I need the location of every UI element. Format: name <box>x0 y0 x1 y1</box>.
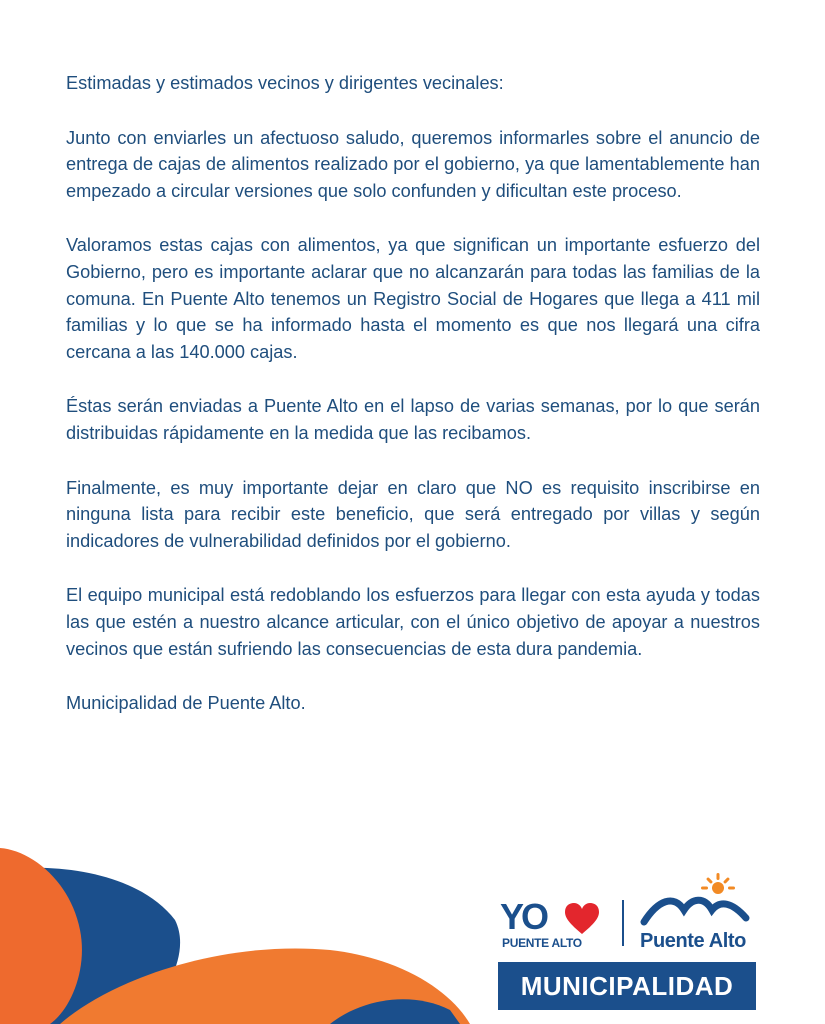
logo-divider <box>622 900 624 946</box>
municipal-logo <box>498 870 758 1010</box>
paragraph-requirements: Finalmente, es muy importante dejar en claro que NO es requisito inscribirse en ninguna lista para recibir este beneficio, que será entregado por villas y según indicadores de vulnerabilidad definidos por el gobierno. <box>66 477 760 551</box>
letter-greeting: Estimadas y estimados vecinos y dirigentes vecinales: <box>66 73 504 93</box>
puente-alto-sun-mountain-icon <box>638 870 758 930</box>
brand-name: Puente Alto <box>640 930 746 952</box>
paragraph-delivery: Éstas serán enviadas a Puente Alto en el lapso de varias semanas, por lo que serán distribuidas rápidamente en la medida que las recibamos. <box>66 396 760 443</box>
paragraph-boxes: Valoramos estas cajas con alimentos, ya que significan un importante esfuerzo del Gobierno, pero es importante aclarar que no alcanzarán para todas las familias de la comuna. En Puente Alto tenemos un Registro Social de Hogares que llega a 411 mil familias y lo que se ha informado hasta el momento es que nos llegará una cifra cercana a las 140.000 cajas. <box>66 235 760 362</box>
yo-puente-alto-logo <box>498 896 608 956</box>
letter-body <box>66 70 760 745</box>
yo-text: YO <box>500 896 547 937</box>
paragraph-team: El equipo municipal está redoblando los esfuerzos para llegar con esta ayuda y todas las que estén a nuestro alcance articular, con el único objetivo de apoyar a nuestros vecinos que están sufriendo las consecuencias de esta dura pandemia. <box>66 585 760 659</box>
yo-subtitle: PUENTE ALTO <box>502 936 582 950</box>
municipalidad-banner: MUNICIPALIDAD <box>498 962 756 1010</box>
paragraph-intro: Junto con enviarles un afectuoso saludo, queremos informarles sobre el anuncio de entrega de cajas de alimentos realizado por el gobierno, ya que lamentablemente han empezado a circular versiones que solo confunden y dificultan este proceso. <box>66 127 760 201</box>
heart-icon <box>564 902 600 936</box>
letter-signature: Municipalidad de Puente Alto. <box>66 693 306 714</box>
decorative-waves <box>0 840 470 1024</box>
